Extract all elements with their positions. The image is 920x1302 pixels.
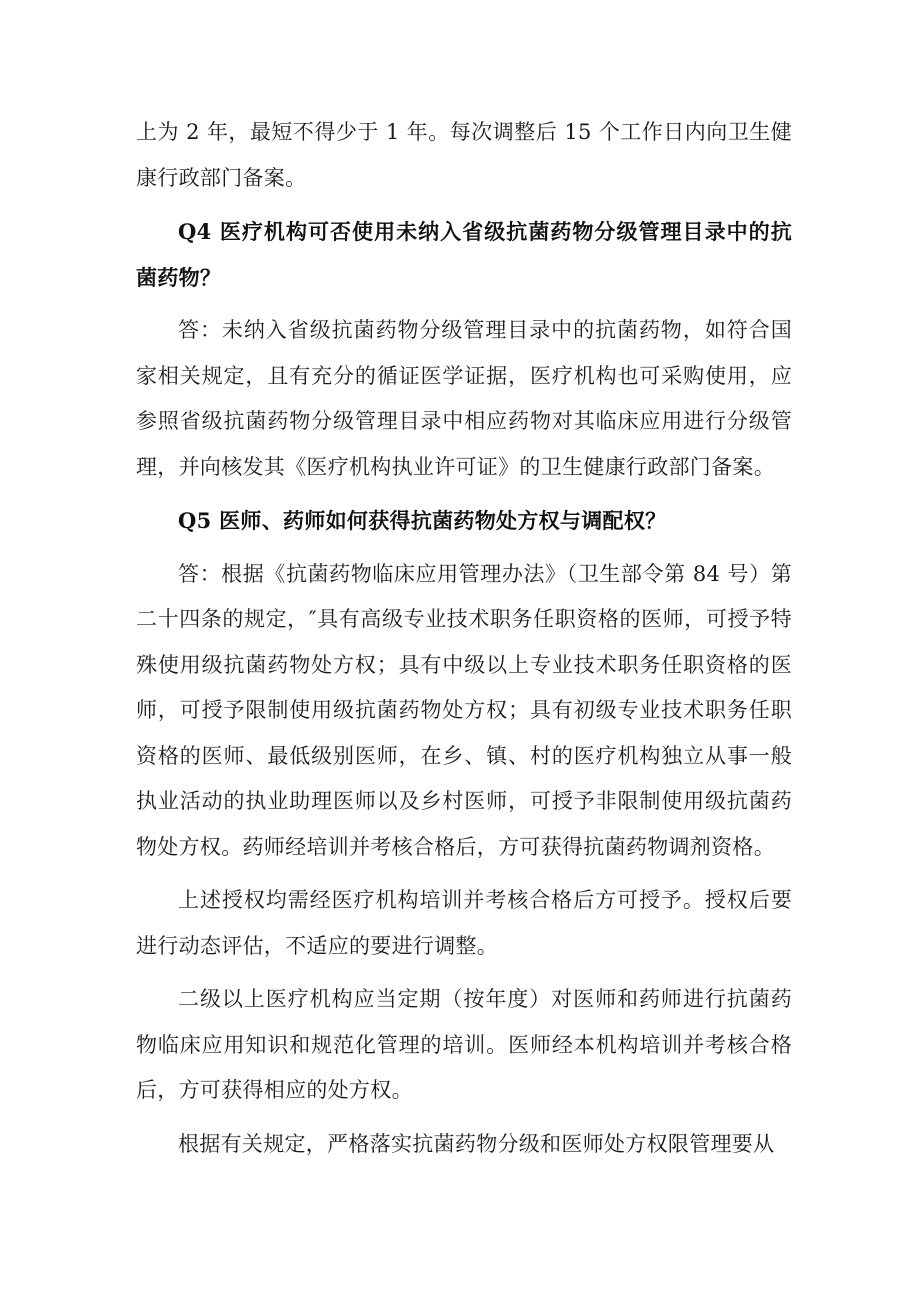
paragraph-continuation: 上为 2 年，最短不得少于 1 年。每次调整后 15 个工作日内向卫生健康行政部门备案。 bbox=[136, 120, 792, 190]
answer-paragraph-q4: 答：未纳入省级抗菌药物分级管理目录中的抗菌药物，如符合国家相关规定，且有充分的循证医学证据，医疗机构也可采购使用，应参照省级抗菌药物分级管理目录中相应药物对其临床应用进行分级管理，并向核发其《医疗机构执业许可证》的卫生健康行政部门备案。 bbox=[136, 318, 792, 479]
question-heading-q5: Q5 医师、药师如何获得抗菌药物处方权与调配权？ bbox=[178, 508, 667, 533]
document-body bbox=[136, 110, 792, 1175]
paragraph-authorization: 上述授权均需经医疗机构培训并考核合格后方可授予。授权后要进行动态评估，不适应的要进行调整。 bbox=[136, 888, 792, 958]
paragraph-training: 二级以上医疗机构应当定期（按年度）对医师和药师进行抗菌药物临床应用知识和规范化管理的培训。医师经本机构培训并考核合格后，方可获得相应的处方权。 bbox=[136, 987, 792, 1102]
paragraph-regulation: 根据有关规定，严格落实抗菌药物分级和医师处方权限管理要从 bbox=[178, 1131, 775, 1156]
question-heading-q4: Q4 医疗机构可否使用未纳入省级抗菌药物分级管理目录中的抗菌药物？ bbox=[136, 219, 792, 290]
answer-paragraph-q5: 答：根据《抗菌药物临床应用管理办法》（卫生部令第 84 号）第二十四条的规定，″具有高级专业技术职务任职资格的医师，可授予特殊使用级抗菌药物处方权；具有中级以上专业技术职务任职资格的医师，可授予限制使用级抗菌药物处方权；具有初级专业技术职务任职资格的医师、最低级别医师，在乡、镇、村的医疗机构独立从事一般执业活动的执业助理医师以及乡村医师，可授予非限制使用级抗菌药物处方权。药师经培训并考核合格后，方可获得抗菌药物调剂资格。 bbox=[136, 561, 792, 859]
